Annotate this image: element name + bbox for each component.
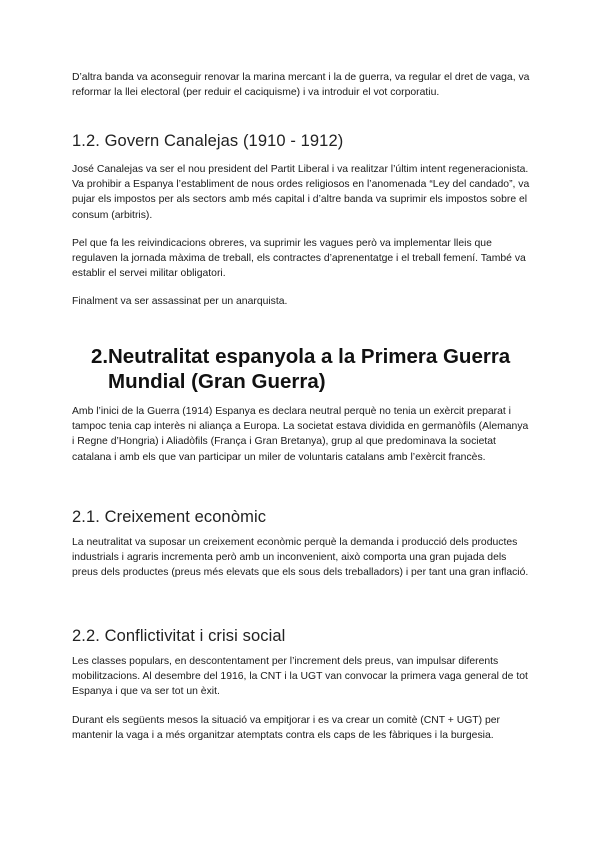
section-1-2-paragraph-1: José Canalejas va ser el nou president del Partit Liberal i va realitzar l’últim intent regeneracionista. Va prohibir a Espanya l’establiment de nous ordes religiosos en l’anomenada “Ley del candado”, va pujar els impostos per als sectors amb més capital i d’altre banda va suprimir els impostos sobre el consum (arbitris). [72, 164, 530, 221]
section-2-2-paragraph-1: Les classes populars, en descontentament per l’increment dels preus, van impulsar diferents mobilitzacions. Al desembre del 1916, la CNT i la UGT van convocar la primera vaga general de tot Espanya i que va ser tot un èxit. [72, 656, 528, 698]
section-2-number: 2. [91, 345, 109, 368]
section-2-2-paragraph-2: Durant els següents mesos la situació va empitjorar i es va crear un comitè (CNT + UGT) per mantenir la vaga i a més organitzar atemptats contra els caps de les fàbriques i la burgesia. [72, 715, 501, 742]
section-2-heading [91, 344, 531, 394]
intro-paragraph: D’altra banda va aconseguir renovar la marina mercant i la de guerra, va regular el dret de vaga, va reformar la llei electoral (per reduir el caciquisme) i va introduir el vot corporatiu. [72, 72, 530, 99]
section-1-2-paragraph-2: Pel que fa les reivindicacions obreres, va suprimir les vagues però va implementar lleis que regulaven la jornada màxima de treball, els contractes d’aprenentatge i el treball femení. També va establir el servei militar obligatori. [72, 238, 526, 280]
section-2-1-heading: 2.1. Creixement econòmic [72, 508, 267, 526]
section-2-1-paragraph-1: La neutralitat va suposar un creixement econòmic perquè la demanda i producció dels productes industrials i agraris incrementa però amb un inconvenient, això comporta una gran pujada dels preus dels productes (preus més elevats que els sous dels treballadors) i per tant una gran inflació. [72, 537, 529, 579]
section-2-2-heading: 2.2. Conflictivitat i crisi social [72, 627, 286, 645]
section-1-2-paragraph-3: Finalment va ser assassinat per un anarquista. [72, 296, 288, 307]
section-1-2-heading: 1.2. Govern Canalejas (1910 - 1912) [72, 132, 344, 150]
section-2-title-line-1: Neutralitat espanyola a la Primera Guerra [108, 345, 511, 368]
section-2-title-line-2: Mundial (Gran Guerra) [108, 370, 326, 393]
section-2-paragraph-1: Amb l’inici de la Guerra (1914) Espanya es declara neutral perquè no tenia un exèrcit preparat i tampoc tenia cap interès ni aliança a Europa. La societat estava dividida en germanòfils (Alemanya i Regne d’Hongria) i Aliadòfils (França i Gran Bretanya), grup al que predominava la societat catalana i amb els que van participar un miler de voluntaris catalans amb l’exèrcit francès. [72, 406, 529, 463]
